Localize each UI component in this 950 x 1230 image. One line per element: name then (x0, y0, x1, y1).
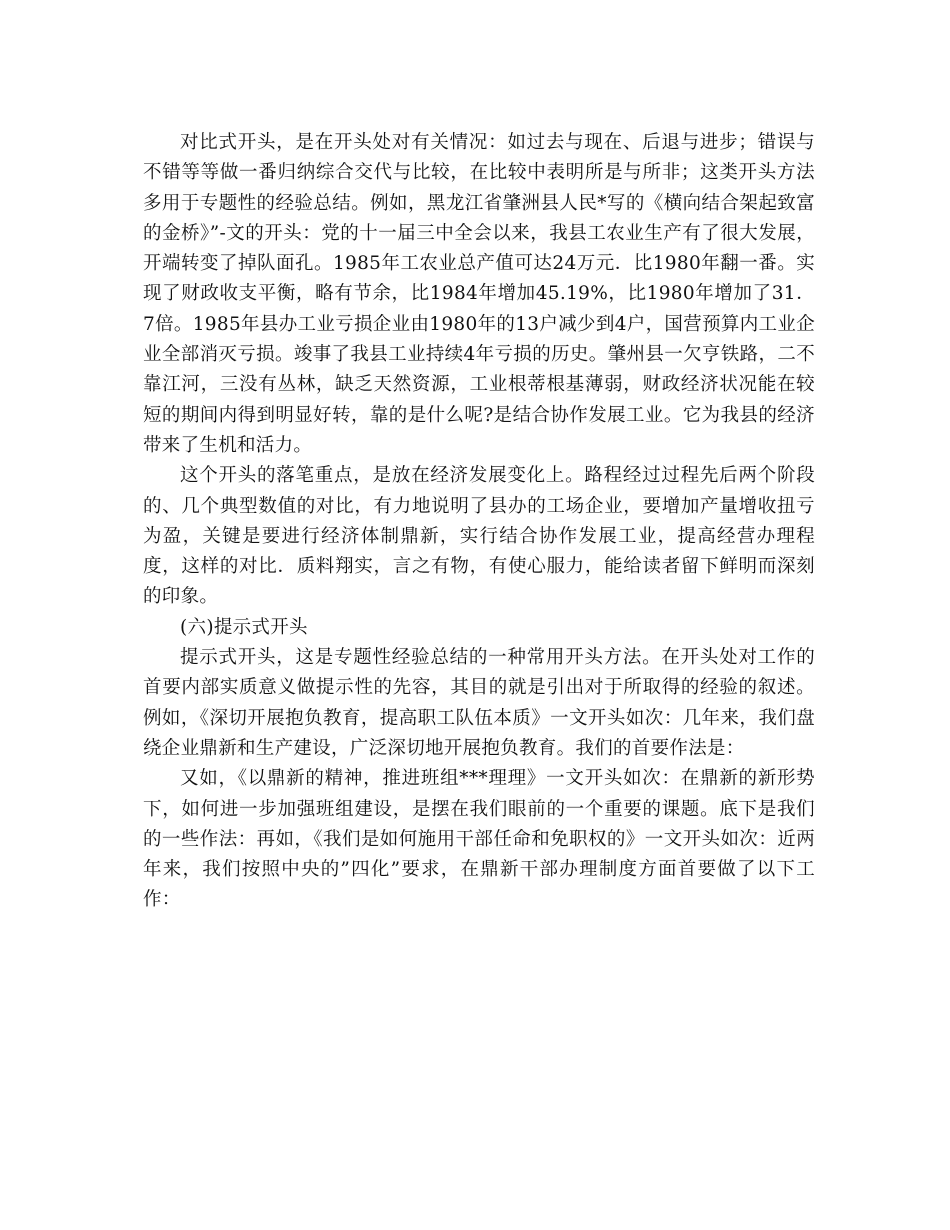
section-heading-hint-opening: (六)提示式开头 (180, 616, 308, 638)
paragraph-hint-examples: 又如，《以鼎新的精神，推进班组***理理》一文开头如次：在鼎新的新形势下，如何进一步加强班组建设，是摆在我们眼前的一个重要的课题。底下是我们的一些作法：再如，《我们是如何施用干部任命和免职权的》一文开头如次：近两年来，我们按照中央的”四化”要求，在鼎新干部办理制度方面首要做了以下工作： (143, 768, 815, 911)
paragraph-contrast-opening: 对比式开头，是在开头处对有关情况：如过去与现在、后退与进步；错误与不错等等做一番归纳综合交代与比较，在比较中表明所是与所非；这类开头方法多用于专题性的经验总结。例如，黑龙江省肇洲县人民*写的《横向结合架起致富的金桥》”-文的开头：党的十一届三中全会以来，我县工农业生产有了很大发展，开端转变了掉队面孔。1985年工农业总产值可达24万元．比1980年翻一番。实现了财政收支平衡，略有节余，比1984年增加45.19%，比1980年增加了31．7倍。1985年县办工业亏损企业由1980年的13户减少到4户，国营预算内工业企业全部消灭亏损。竣事了我县工业持续4年亏损的历史。肇州县一欠亨铁路，二不靠江河，三没有丛林，缺乏天然资源，工业根蒂根基薄弱，财政经济状况能在较短的期间内得到明显好转，靠的是什么呢?是结合协作发展工业。它为我县的经济带来了生机和活力。 (143, 132, 815, 456)
paragraph-contrast-analysis: 这个开头的落笔重点，是放在经济发展变化上。路程经过过程先后两个阶段的、几个典型数值的对比，有力地说明了县办的工场企业，要增加产量增收扭亏为盈，关键是要进行经济体制鼎新，实行结合协作发展工业，提高经营办理程度，这样的对比．质料翔实，言之有物，有使心服力，能给读者留下鲜明而深刻的印象。 (143, 465, 815, 608)
paragraph-hint-opening: 提示式开头，这是专题性经验总结的一种常用开头方法。在开头处对工作的首要内部实质意义做提示性的先容，其目的就是引出对于所取得的经验的叙述。例如，《深切开展抱负教育，提高职工队伍本质》一文开头如次：几年来，我们盘绕企业鼎新和生产建设，广泛深切地开展抱负教育。我们的首要作法是： (143, 647, 815, 759)
document-page (143, 128, 815, 916)
